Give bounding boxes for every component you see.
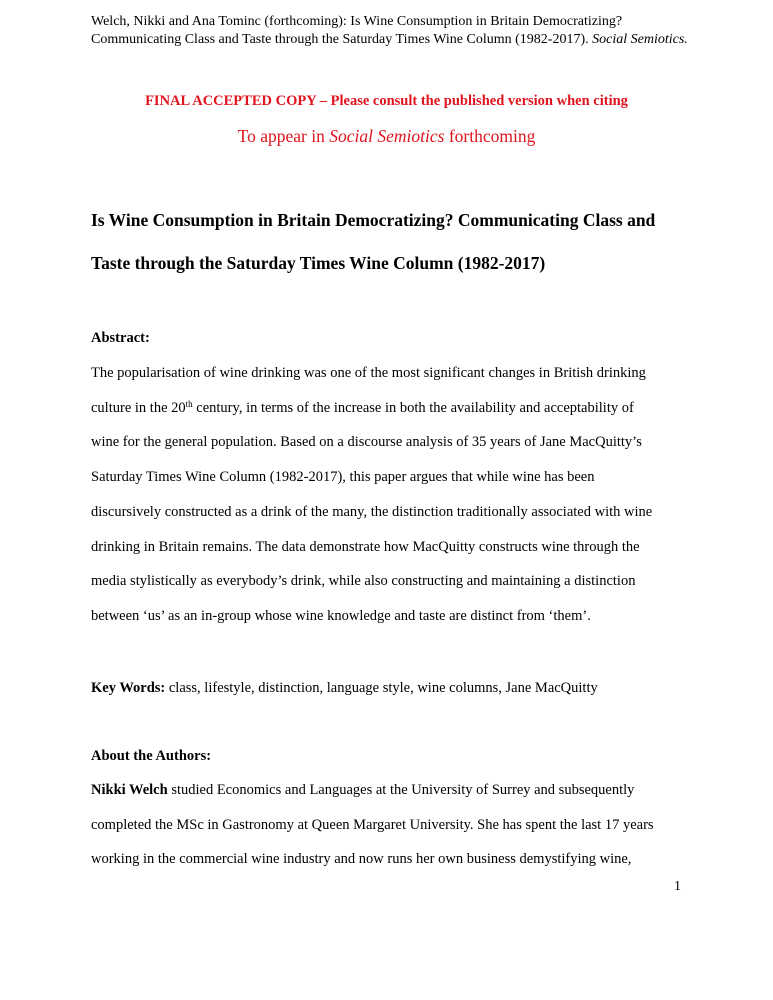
keywords-line	[91, 671, 691, 706]
author-name: Nikki Welch	[91, 782, 168, 798]
bio-line: working in the commercial wine industry and now runs her own business demystifying wine,	[91, 851, 632, 868]
abstract-line: media stylistically as everybody’s drink, while also constructing and maintaining a distinction	[91, 573, 636, 590]
bio-text: studied Economics and Languages at the University of Surrey and subsequently	[167, 782, 635, 798]
author-bio	[91, 773, 691, 877]
page-number: 1	[674, 879, 681, 894]
abstract-line: The popularisation of wine drinking was one of the most significant changes in British drinking	[91, 365, 646, 381]
ordinal-suffix: th	[185, 398, 193, 409]
abstract-line: between ‘us’ as an in-group whose wine knowledge and taste are distinct from ‘them’.	[91, 607, 591, 624]
abstract-body	[91, 356, 691, 634]
abstract-line: Saturday Times Wine Column (1982-2017), this paper argues that while wine has been	[91, 469, 595, 486]
title-line: Is Wine Consumption in Britain Democratizing? Communicating Class and	[91, 210, 656, 230]
paper-title	[91, 199, 691, 285]
bio-line	[91, 773, 691, 808]
keywords-label: Key Words:	[91, 680, 166, 696]
appear-prefix: To appear in	[237, 126, 330, 146]
abstract-text: culture in the 20	[91, 399, 186, 416]
appear-suffix: forthcoming	[444, 126, 536, 146]
keywords-text: class, lifestyle, distinction, language style, wine columns, Jane MacQuitty	[165, 680, 598, 696]
abstract-text: century, in terms of the increase in both the availability and acceptability of	[192, 399, 634, 416]
abstract-line: discursively constructed as a drink of the many, the distinction traditionally associated with wine	[91, 503, 653, 520]
abstract-line: drinking in Britain remains. The data demonstrate how MacQuitty constructs wine through the	[91, 538, 640, 555]
appear-notice	[0, 126, 773, 147]
title-line: Taste through the Saturday Times Wine Column (1982-2017)	[91, 253, 546, 273]
final-copy-notice: FINAL ACCEPTED COPY – Please consult the published version when citing	[145, 93, 628, 109]
keywords	[91, 671, 691, 706]
appear-journal: Social Semiotics	[329, 126, 445, 146]
header-citation: Welch, Nikki and Ana Tominc (forthcoming): Is Wine Consumption in Britain Democratizing? Communicating Class and Taste through the Saturday Times Wine Column (1982-2017).	[91, 14, 623, 47]
running-header	[91, 13, 691, 48]
abstract-line: wine for the general population. Based on a discourse analysis of 35 years of Jane MacQuitty’s	[91, 434, 642, 451]
authors-heading: About the Authors:	[91, 748, 212, 764]
header-journal: Social Semiotics.	[592, 31, 688, 47]
abstract-line	[91, 391, 691, 426]
abstract-heading: Abstract:	[91, 330, 150, 346]
bio-line: completed the MSc in Gastronomy at Queen Margaret University. She has spent the last 17 years	[91, 816, 654, 833]
